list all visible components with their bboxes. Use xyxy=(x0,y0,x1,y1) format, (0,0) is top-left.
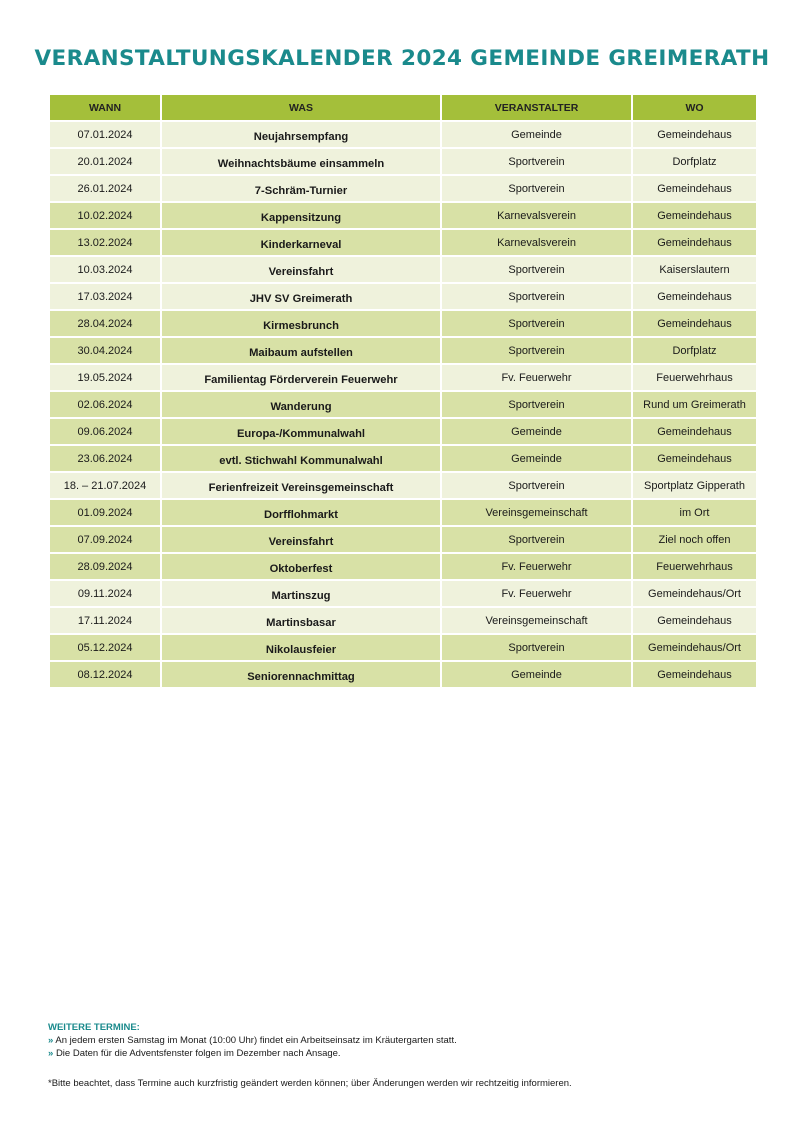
cell-was: Kinderkarneval xyxy=(161,229,441,256)
cell-was: Wanderung xyxy=(161,391,441,418)
cell-veranstalter: Gemeinde xyxy=(441,445,632,472)
cell-veranstalter: Fv. Feuerwehr xyxy=(441,580,632,607)
cell-wo: Gemeindehaus xyxy=(632,418,757,445)
cell-veranstalter: Sportverein xyxy=(441,175,632,202)
bullet-icon: » xyxy=(48,1035,54,1046)
notes-heading: WEITERE TERMINE: xyxy=(48,1022,140,1033)
cell-veranstalter: Sportverein xyxy=(441,283,632,310)
cell-wann: 26.01.2024 xyxy=(49,175,161,202)
column-header-wann: WANN xyxy=(49,94,161,121)
table-row xyxy=(49,229,757,256)
cell-wo: Gemeindehaus xyxy=(632,121,757,148)
cell-wo: Gemeindehaus xyxy=(632,445,757,472)
cell-was: Vereinsfahrt xyxy=(161,526,441,553)
cell-wo: Feuerwehrhaus xyxy=(632,553,757,580)
table-row xyxy=(49,499,757,526)
table-row xyxy=(49,310,757,337)
cell-wo: Gemeindehaus xyxy=(632,607,757,634)
cell-veranstalter: Sportverein xyxy=(441,391,632,418)
event-calendar-table xyxy=(48,93,758,689)
cell-was: Weihnachtsbäume einsammeln xyxy=(161,148,441,175)
table-row xyxy=(49,256,757,283)
cell-veranstalter: Fv. Feuerwehr xyxy=(441,553,632,580)
table-row xyxy=(49,526,757,553)
table-row xyxy=(49,202,757,229)
cell-was: Kappensitzung xyxy=(161,202,441,229)
cell-wann: 07.01.2024 xyxy=(49,121,161,148)
cell-veranstalter: Sportverein xyxy=(441,472,632,499)
table-row xyxy=(49,391,757,418)
cell-wo: Kaiserslautern xyxy=(632,256,757,283)
cell-wann: 13.02.2024 xyxy=(49,229,161,256)
cell-was: Seniorennachmittag xyxy=(161,661,441,688)
table-row xyxy=(49,148,757,175)
notes-item xyxy=(48,1034,756,1047)
cell-veranstalter: Karnevalsverein xyxy=(441,229,632,256)
cell-wann: 18. – 21.07.2024 xyxy=(49,472,161,499)
page-title: VERANSTALTUNGSKALENDER 2024 GEMEINDE GREIMERATH xyxy=(34,46,770,71)
cell-was: Nikolausfeier xyxy=(161,634,441,661)
cell-wo: Feuerwehrhaus xyxy=(632,364,757,391)
cell-wo: Gemeindehaus xyxy=(632,283,757,310)
cell-wann: 09.06.2024 xyxy=(49,418,161,445)
table-row xyxy=(49,445,757,472)
table-row xyxy=(49,121,757,148)
cell-was: Dorfflohmarkt xyxy=(161,499,441,526)
cell-wo: Sportplatz Gipperath xyxy=(632,472,757,499)
cell-wann: 02.06.2024 xyxy=(49,391,161,418)
table-row xyxy=(49,337,757,364)
table-row xyxy=(49,472,757,499)
notes-item-text: Die Daten für die Adventsfenster folgen im Dezember nach Ansage. xyxy=(55,1048,341,1059)
table-row xyxy=(49,634,757,661)
cell-was: Martinsbasar xyxy=(161,607,441,634)
cell-wann: 20.01.2024 xyxy=(49,148,161,175)
cell-wann: 10.03.2024 xyxy=(49,256,161,283)
cell-veranstalter: Gemeinde xyxy=(441,418,632,445)
event-rows xyxy=(49,121,757,688)
cell-veranstalter: Sportverein xyxy=(441,526,632,553)
cell-wo: Gemeindehaus xyxy=(632,661,757,688)
notes-item xyxy=(48,1047,756,1060)
cell-wann: 28.04.2024 xyxy=(49,310,161,337)
cell-was: Ferienfreizeit Vereinsgemeinschaft xyxy=(161,472,441,499)
cell-wo: Gemeindehaus/Ort xyxy=(632,580,757,607)
cell-wann: 28.09.2024 xyxy=(49,553,161,580)
table-row xyxy=(49,553,757,580)
cell-was: Maibaum aufstellen xyxy=(161,337,441,364)
further-dates-notes xyxy=(48,1021,756,1060)
table-row xyxy=(49,175,757,202)
cell-was: Martinszug xyxy=(161,580,441,607)
cell-was: 7-Schräm-Turnier xyxy=(161,175,441,202)
table-header-row xyxy=(49,94,757,121)
cell-wann: 09.11.2024 xyxy=(49,580,161,607)
column-header-veranstalter: VERANSTALTER xyxy=(441,94,632,121)
cell-veranstalter: Gemeinde xyxy=(441,661,632,688)
cell-was: Familientag Förderverein Feuerwehr xyxy=(161,364,441,391)
cell-wo: Rund um Greimerath xyxy=(632,391,757,418)
table-row xyxy=(49,661,757,688)
cell-wann: 10.02.2024 xyxy=(49,202,161,229)
cell-wann: 07.09.2024 xyxy=(49,526,161,553)
cell-wo: Gemeindehaus xyxy=(632,175,757,202)
cell-was: evtl. Stichwahl Kommunalwahl xyxy=(161,445,441,472)
cell-wo: Gemeindehaus/Ort xyxy=(632,634,757,661)
cell-wo: Dorfplatz xyxy=(632,337,757,364)
cell-wo: im Ort xyxy=(632,499,757,526)
cell-wann: 05.12.2024 xyxy=(49,634,161,661)
cell-wann: 23.06.2024 xyxy=(49,445,161,472)
cell-veranstalter: Gemeinde xyxy=(441,121,632,148)
cell-was: Europa-/Kommunalwahl xyxy=(161,418,441,445)
column-header-wo: WO xyxy=(632,94,757,121)
column-header-was: WAS xyxy=(161,94,441,121)
cell-veranstalter: Karnevalsverein xyxy=(441,202,632,229)
cell-was: JHV SV Greimerath xyxy=(161,283,441,310)
cell-veranstalter: Sportverein xyxy=(441,148,632,175)
table-row xyxy=(49,364,757,391)
cell-was: Oktoberfest xyxy=(161,553,441,580)
cell-veranstalter: Sportverein xyxy=(441,337,632,364)
cell-wann: 08.12.2024 xyxy=(49,661,161,688)
cell-wann: 30.04.2024 xyxy=(49,337,161,364)
table-row xyxy=(49,283,757,310)
cell-veranstalter: Sportverein xyxy=(441,256,632,283)
table-row xyxy=(49,607,757,634)
cell-wann: 17.11.2024 xyxy=(49,607,161,634)
cell-wo: Dorfplatz xyxy=(632,148,757,175)
cell-veranstalter: Sportverein xyxy=(441,634,632,661)
table-row xyxy=(49,418,757,445)
cell-wann: 17.03.2024 xyxy=(49,283,161,310)
cell-veranstalter: Vereinsgemeinschaft xyxy=(441,499,632,526)
cell-wo: Gemeindehaus xyxy=(632,310,757,337)
cell-wo: Gemeindehaus xyxy=(632,202,757,229)
table-row xyxy=(49,580,757,607)
cell-was: Neujahrsempfang xyxy=(161,121,441,148)
cell-was: Kirmesbrunch xyxy=(161,310,441,337)
cell-wann: 01.09.2024 xyxy=(49,499,161,526)
bullet-icon: » xyxy=(48,1048,54,1059)
cell-wo: Ziel noch offen xyxy=(632,526,757,553)
footnote: *Bitte beachtet, dass Termine auch kurzfristig geändert werden können; über Änderungen werden wir rechtzeitig informieren. xyxy=(48,1078,572,1089)
cell-wann: 19.05.2024 xyxy=(49,364,161,391)
cell-veranstalter: Vereinsgemeinschaft xyxy=(441,607,632,634)
cell-was: Vereinsfahrt xyxy=(161,256,441,283)
cell-veranstalter: Fv. Feuerwehr xyxy=(441,364,632,391)
cell-veranstalter: Sportverein xyxy=(441,310,632,337)
cell-wo: Gemeindehaus xyxy=(632,229,757,256)
notes-item-text: An jedem ersten Samstag im Monat (10:00 Uhr) findet ein Arbeitseinsatz im Kräutergarten statt. xyxy=(55,1035,457,1046)
